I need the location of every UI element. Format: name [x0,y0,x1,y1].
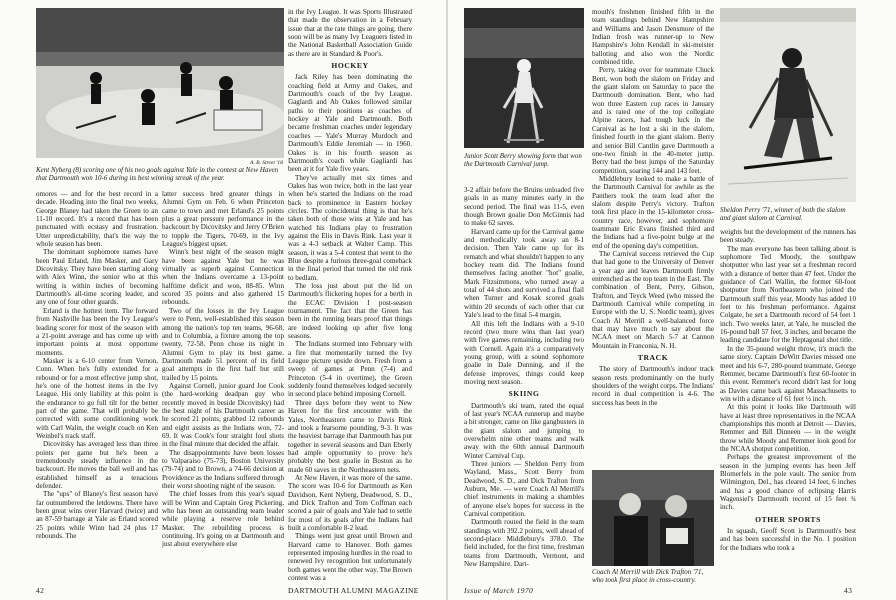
photo-credit: A. B. Street '18 [250,160,283,166]
paragraph: At this point it looks like Dartmouth will have at least three representatives in the NCAA championships this month at Detroit — Davies, Remmer and Bill Dinneen — in the weight throw while Moody and Remmer look good for the NCAA shotput competition. [720,403,856,453]
paragraph: Things went just great until Brown and Harvard came to Hanover. Both games represented imposing hurdles in the road to renewed Ivy recognition but unfortunately both games went the other way. The Brown contest was a [288,532,412,582]
page-number-left: 42 [36,586,45,595]
paragraph: The Indians stormed into February with a fire that momentarily turned the Ivy League picture upside down. Fresh from a sweep of games at Penn (7-4) and Princeton (5-4 in overtime), the Green suddenly found themselves lodged securely in second place behind imposing Cornell. [288,340,412,399]
paragraph: The story of Dartmouth's indoor track season rests predominantly on the burly shoulders of the weight corps. The Indians' record in dual competition is 4-6. The success has been in the [592,365,714,407]
paragraph: weights but the development of the runners has been steady. [720,228,856,245]
section-heading-hockey: HOCKEY [331,61,369,71]
paragraph: Dartmouth routed the field in the team standings with 392.2 points, well ahead of second-place Middlebury's 378.0. The field included, for the first time, freshman teams from Dartmouth, Vermont, and New Hampshire. Dart- [464,518,584,569]
page-number-right: 43 [844,586,853,595]
section-heading-other-sports: OTHER SPORTS [755,514,821,524]
left-column-1 [36,190,158,582]
paragraph: in the Ivy League. It was Sports Illustrated that made the observation in a February issue that at the rate things are going, there soon will be as many Ivy Leaguers listed in the National Basketball Association Guide as there are in Standard & Poor's. [288,8,412,58]
paragraph: The disappointments have been losses to Valparaiso (75-73), Boston University (79-74) and to Brown, a 74-66 decision at Providence as the Indians suffered through their worst shooting night of the season. [162,448,284,491]
paragraph: The Carnival success retrieved the Cup that had gone to the University of Denver a year ago and leaves Dartmouth firmly entrenched as the top team in the East. The combination of Bent, Perry, Gibson, Trafton, and Teyck Weed (who missed the Dartmouth Carnival while competing in Europe with the U. S. Nordic team), gives Coach Al Merrill a well-balanced force that may have much to say about the NCAA meet on March 5-7 at Cannon Mountain in Franconia, N. H. [592,249,714,350]
issue-date: Issue of March 1970 [464,586,534,595]
paragraph: Winn's best night of the season might have been against Yale but he was virtually as superb against Connecticut when the Indians overcame a 13-point halftime deficit and won, 88-85. Winn scored 35 points and also gathered 15 rebounds. [162,248,284,307]
hockey-photo [36,8,284,158]
coach-photo [592,470,714,566]
right-column-1 [464,186,584,582]
paragraph: In the 35-pound weight throw, it's much the same story. Captain DeWitt Davies missed one meet and his 6-7, 280-pound teammate, George Remmer, became Dartmouth's first 60-footer in this event. Remmer's record didn't last for long as Davies came back against Massachusetts to win with a distance of 61 feet ½ inch. [720,344,856,403]
paragraph: omores — and for the best record in a decade. Heading into the final two weeks, George Blaney had taken the Green to an 11-10 record. It's a record that has been punctuated with ecstasy and frustration. Utter unpredictability, that's the way the whole season has been. [36,190,158,249]
paragraph: The man everyone has been talking about is sophomore Ted Moody, the southpaw shotputter who last year set a freshman record with a distance of better than 47 feet. Under the guidance of Carl Wallin, the former 60-foot shotputter from Northeastern who joined the Dartmouth staff this year, Moody has added 10 feet to his freshman performance. Against Colgate, he set a Dartmouth record of 54 feet 1 inch. Two weeks later, at Yale, he muscled the 16-pound ball 57 feet, 3 inches, and became the leading candidate for the Heptagonal shot title. [720,244,856,345]
slalom-photo-caption: Sheldon Perry '71, winner of both the slalom and giant slalom at Carnival. [720,206,846,223]
section-heading-track: TRACK [637,353,669,363]
paragraph: The loss just about put the lid on Dartmouth's flickering hopes for a berth in the ECAC Division I post-season tournament. The fact that the Green has been in the running bears proof that things are indeed looking up after five long seasons. [288,282,412,341]
paragraph: Dartmouth's ski team, rated the equal of last year's NCAA runnerup and maybe a bit stronger, came on like gangbusters in the giant slalom and jumping to overwhelm nine other teams and walk away with the 60th annual Dartmouth Winter Carnival Cup. [464,401,584,460]
paragraph: Jack Riley has been dominating the coaching field at Army and Oakes, and Dartmouth's coach of the Ivy League. Gaglardi and Ab Oakes followed similar paths to their positions as coaches of hockey at Yale and Dartmouth. Both became freshman coaches under legendary coaches — Yale's Murray Murdoch and Dartmouth's Eddie Jeremiah — in 1960. Oakes is in his fourth season as Dartmouth's coach while Gagliardi has been at it for Yale five years. [288,73,412,174]
right-page [448,0,896,600]
paragraph: Against Cornell, junior guard Joe Cook (the hard-working deadpan guy who recently moved in beside Dicovitsky) had the best night of his Dartmouth career as he scored 21 points, grabbed 12 rebounds and eight assists as the Indians won, 72-69. It was Cook's four straight foul shots in the final minute that decided the affair. [162,381,284,449]
paragraph: At New Haven, it was more of the same. The score was 10-6 for Dartmouth as Ken Davidson, Kent Nyberg, Deadwood, S. D., and Dick Trafton and Tom Coffman each scored a pair of goals and Yale had to settle for most of its goals after the Indians had built a comfortable 8-2 lead. [288,473,412,532]
ski-jump-caption: Junior Scott Berry showing form that won the Dartmouth Carnival jump. [464,152,582,169]
paragraph: mouth's freshmen finished fifth in the team standings behind New Hampshire and Williams and Jason Densmore of the Indian frosh was runner-up to New Hampshire's John Kendall in ski-meister balloting and also won the Nordic combined title. [592,8,714,67]
paragraph: latter success bred greater things in Alumni Gym on Feb. 6 when Princeton came to town and met Erland's 25 points plus a great pressure performance in the backcourt by Dicovitsky and Jerry O'Brien to topple the Tigers, 70-69, in the Ivy League's biggest upset. [162,190,284,249]
paragraph: Three days before they went to New Haven for the first encounter with the Yales, Northeastern came to Davis Rink and took a fearsome pounding, 9-3. It was the heaviest barrage that Dartmouth has put together in several seasons and Dan Eberly had ample opportunity to prove he's probably the best goalie in Boston as he made 60 saves in the Northeastern nets. [288,398,412,474]
paragraph: Masker is a 6-10 center from Vernon, Conn. When he's fully extended for a rebound or for a most effective jump shot, he's one of the hottest items in the Ivy League. His only liability at this point is the endurance to go full tilt for the better part of the game. That will probably be corrected with some conditioning work with Carl Walin, the weight coach on Ken Weinbel's track staff. [36,356,158,440]
paragraph: Three juniors — Sheldon Perry from Wayland, Mass., Scott Berry from Deadwood, S. D., and Dick Trafton from Auburn, Me. — were Coach Al Merrill's chief instruments in making a shambles of anyone else's hopes for success in the Carnival competition. [464,460,584,519]
paragraph: 3-2 affair before the Bruins unloaded five goals in as many minutes early in the second period. The final was 11-5, even though Brown goalie Don McGinnis had to make 62 saves. [464,186,584,228]
paragraph: Perry, taking over for teammate Chuck Bent, won both the slalom on Friday and the giant slalom on Saturday to pace the Dartmouth domination. Bent, who had won three Eastern cup races in January and is rated one of the top collegiate Alpine racers, had tough luck in the Carnival as he lost a ski in the slalom, finished fourth in the giant slalom. Berry and senior Bill Cantlin gave Dartmouth a one-two finish in the 40-meter jump. Berry had the best jumps of the Saturday competition, soaring 144 and 143 feet. [592,66,714,175]
paragraph: The chief losses from this year's squad will be Winn and Captain Greg Pickering, who has been an outstanding team leader while playing a reserve role behind Masker. The rebuilding process is continuing. It's going on at Dartmouth and just about everywhere else [162,490,284,549]
paragraph: In squash, Geoff Scott is Dartmouth's best and has been successful in the No. 1 position for the Indians who took a [720,527,856,552]
paragraph: They've actually met six times and Oakes has won twice, both in the last year when he's started the Indians on the road back to prominence in Eastern hockey circles. The coincidental thing is that he's taken both of those wins at Yale and has watched his Indians play to frustration against the Elis in Davis Rink. Last year it was a 4-3 setback at Walter Camp. This season, it was a 5-4 contest that went to the Blue despite a furious three-goal comeback in the final period that turned the old rink to bedlam. [288,173,412,282]
paragraph: Harvard came up for the Carnival game and methodically took away an 8-1 decision. Then Yale came up for its rematch and what shouldn't happen to any hockey team did. The Indians found themselves facing another "hot" goalie, Mark Fitzsimmons, who turned away a total of 44 shots and survived a final flail when Turner and Kosak scored goals within 20 seconds of each other that cut Yale's lead to the final 5-4 margin. [464,227,584,320]
left-column-3 [288,8,412,582]
paragraph: Two of the losses in the Ivy League were to Penn, well-established this season among the nation's top ten teams, 96-68, and to Columbia, a fixture among the top twenty, 72-58. Penn chose its night in Alumni Gym to play its best game. Dartmouth made 51 percent of its field goal attempts in the first half but still trailed by 15 points. [162,306,284,382]
paragraph: The "ups" of Blaney's first season have far outnumbered the letdowns. There have been great wins over Harvard (twice) and an 87-59 barrage at Yale as Erland scored 25 points while Winn had 24 plus 17 rebounds. The [36,490,158,541]
left-column-2 [162,190,284,582]
paragraph: Dicovitsky has averaged less than three points per game but he's been a tremendously steady influence in the backcourt. He moves the ball well and has established himself as a tenacious defender. [36,440,158,491]
paragraph: Erland is the hottest item. The forward from Nashville has been the Ivy League's leading scorer for most of the season with a 21-point average and has come up with important points at most opportune moments. [36,306,158,357]
right-column-2 [592,8,714,500]
paragraph: All this left the Indians with a 9-10 record (two more wins than last year) with five games remaining, including two with Cornell. Again it's a comparatively young group, with a sound sophomore goalie in Dale Dunning, and if the defense improves, things could keep moving next season. [464,319,584,386]
section-heading-skiing: SKIING [508,389,540,399]
magazine-title: DARTMOUTH ALUMNI MAGAZINE [288,586,419,595]
right-column-3 [720,228,856,584]
slalom-photo [720,8,856,202]
paragraph: Middlebury looked to make a battle of the Dartmouth Carnival for awhile as the Panthers took the team lead after the slalom despite Perry's victory. Trafton took first place in the 15-kilometer cross-country race, however, and sophomore teammate Eric Evans finished third and the Indians had a five-point bulge at the end of the opening day's competition. [592,174,714,250]
ski-jump-photo [464,8,584,148]
coach-photo-caption: Coach Al Merrill with Dick Trafton '71, who took first place in cross-country. [592,568,704,585]
hockey-photo-caption: Kent Nyberg (8) scoring one of his two goals against Yale in the contest at New Haven that Dartmouth won 10-6 during its best winning streak of the year. [36,166,279,183]
paragraph: The dominant sophomore names have been Paul Erland, Jim Masker, and Gary Dicovitsky. They have been starting along with Alex Winn, the senior who at this writing is within inches of becoming Dartmouth's all-time scoring leader, and any one of four other guards. [36,248,158,307]
paragraph: Perhaps the greatest improvement of the season in the jumping events has been Jeff Blomerfels in the pole vault. The senior from Wilmington, Del., has cleared 14 feet, 6 inches and has a good chance of eclipsing Harris Wagensiel's Dartmouth record of 15 feet ¾ inch. [720,453,856,512]
